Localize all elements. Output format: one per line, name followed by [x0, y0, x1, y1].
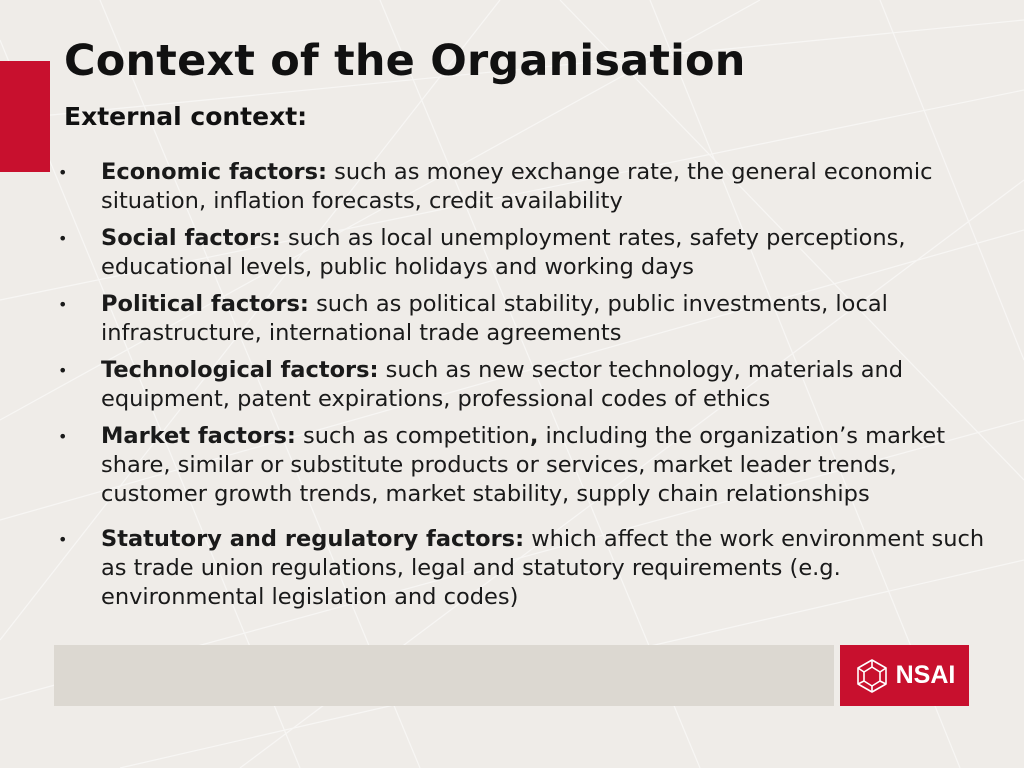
factor-text: which affect the work environment such as trade union regulations, legal and statutory requirements (e.g. environmental legislation and codes)	[101, 526, 985, 610]
factor-label-colon: :	[271, 225, 281, 251]
factor-text: such as money exchange rate, the general economic situation, inflation forecasts, credit availability	[101, 159, 933, 214]
slide-title: Context of the Organisation	[64, 36, 746, 86]
footer-band	[54, 645, 834, 706]
factor-label: Political factors:	[101, 291, 309, 317]
accent-bar	[0, 61, 50, 172]
factor-label: Technological factors:	[101, 357, 379, 383]
factor-text: such as competition	[295, 423, 530, 449]
slide-subtitle: External context:	[64, 102, 308, 131]
list-item-economic	[58, 158, 1008, 216]
bullet: •	[58, 295, 68, 314]
bullet: •	[58, 427, 68, 446]
factor-label-plain: s	[260, 225, 272, 251]
factor-label: Economic factors:	[101, 159, 327, 185]
bullet: •	[58, 229, 68, 248]
factor-label: Social factor	[101, 225, 261, 251]
factor-text: such as political stability, public investments, local infrastructure, international trade agreements	[101, 291, 888, 346]
factor-text-comma: ,	[529, 423, 539, 449]
list-item-technological	[58, 356, 1008, 414]
nsai-logo	[840, 645, 969, 706]
list-item-statutory	[58, 525, 1008, 612]
bullet: •	[58, 361, 68, 380]
factor-text: such as new sector technology, materials and equipment, patent expirations, professional codes of ethics	[101, 357, 904, 412]
nsai-polyhedron-icon	[854, 658, 890, 694]
list-item-social	[58, 224, 1008, 282]
factor-label: Statutory and regulatory factors:	[101, 526, 525, 552]
bullet: •	[58, 530, 68, 549]
list-item-political	[58, 290, 1008, 348]
list-item-market	[58, 422, 1008, 509]
factor-label: Market factors:	[101, 423, 296, 449]
factors-list	[58, 158, 1008, 612]
bullet: •	[58, 163, 68, 182]
logo-text: NSAI	[895, 661, 956, 689]
factor-text-tail: including the organization’s market share, similar or substitute products or services, market leader trends, customer growth trends, market stability, supply chain relationships	[101, 423, 946, 507]
factor-text: such as local unemployment rates, safety perceptions, educational levels, public holidays and working days	[101, 225, 906, 280]
